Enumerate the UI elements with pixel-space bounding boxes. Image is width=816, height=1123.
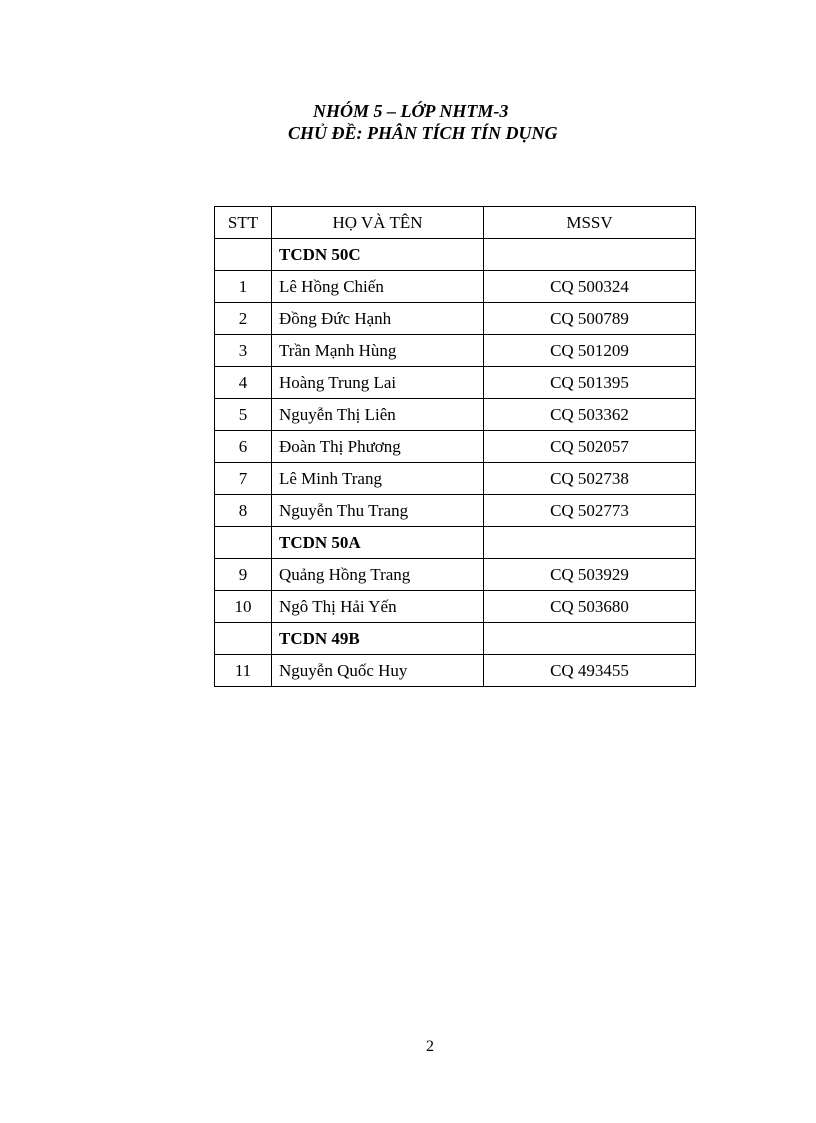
page-number: 2 xyxy=(426,1038,434,1055)
name-cell: Ngô Thị Hải Yến xyxy=(272,591,484,623)
group-name-cell: TCDN 50A xyxy=(272,527,484,559)
student-id-cell xyxy=(484,527,696,559)
table-row xyxy=(215,431,696,463)
stt-cell: 9 xyxy=(215,559,272,591)
student-id-cell: CQ 502773 xyxy=(484,495,696,527)
name-cell: Nguyễn Quốc Huy xyxy=(272,655,484,687)
group-name-cell: TCDN 50C xyxy=(272,239,484,271)
header-student-id: MSSV xyxy=(484,207,696,239)
stt-cell xyxy=(215,623,272,655)
student-id-cell xyxy=(484,239,696,271)
stt-cell: 1 xyxy=(215,271,272,303)
stt-cell: 10 xyxy=(215,591,272,623)
student-table-body xyxy=(215,207,696,687)
group-row xyxy=(215,527,696,559)
student-id-cell: CQ 502057 xyxy=(484,431,696,463)
stt-cell: 3 xyxy=(215,335,272,367)
student-id-cell: CQ 500324 xyxy=(484,271,696,303)
name-cell: Nguyễn Thu Trang xyxy=(272,495,484,527)
header-name: HỌ VÀ TÊN xyxy=(272,207,484,239)
table-row xyxy=(215,271,696,303)
student-id-cell: CQ 503362 xyxy=(484,399,696,431)
name-cell: Lê Hồng Chiến xyxy=(272,271,484,303)
document-subtitle: CHỦ ĐỀ: PHÂN TÍCH TÍN DỤNG xyxy=(288,123,558,143)
student-id-cell xyxy=(484,623,696,655)
table-row xyxy=(215,655,696,687)
table-row xyxy=(215,303,696,335)
header-stt: STT xyxy=(215,207,272,239)
name-cell: Lê Minh Trang xyxy=(272,463,484,495)
stt-cell: 8 xyxy=(215,495,272,527)
table-row xyxy=(215,335,696,367)
stt-cell xyxy=(215,527,272,559)
name-cell: Quảng Hồng Trang xyxy=(272,559,484,591)
student-id-cell: CQ 493455 xyxy=(484,655,696,687)
stt-cell: 5 xyxy=(215,399,272,431)
student-id-cell: CQ 501395 xyxy=(484,367,696,399)
student-id-cell: CQ 502738 xyxy=(484,463,696,495)
name-cell: Hoàng Trung Lai xyxy=(272,367,484,399)
student-table xyxy=(214,206,696,687)
name-cell: Trần Mạnh Hùng xyxy=(272,335,484,367)
group-name-cell: TCDN 49B xyxy=(272,623,484,655)
name-cell: Đồng Đức Hạnh xyxy=(272,303,484,335)
document-title: NHÓM 5 – LỚP NHTM-3 xyxy=(313,101,509,121)
group-row xyxy=(215,239,696,271)
name-cell: Nguyễn Thị Liên xyxy=(272,399,484,431)
stt-cell: 2 xyxy=(215,303,272,335)
table-row xyxy=(215,559,696,591)
student-id-cell: CQ 501209 xyxy=(484,335,696,367)
student-id-cell: CQ 500789 xyxy=(484,303,696,335)
stt-cell: 7 xyxy=(215,463,272,495)
table-row xyxy=(215,495,696,527)
name-cell: Đoàn Thị Phương xyxy=(272,431,484,463)
table-header-row xyxy=(215,207,696,239)
table-row xyxy=(215,399,696,431)
stt-cell: 4 xyxy=(215,367,272,399)
table-row xyxy=(215,591,696,623)
stt-cell: 11 xyxy=(215,655,272,687)
student-id-cell: CQ 503929 xyxy=(484,559,696,591)
stt-cell: 6 xyxy=(215,431,272,463)
table-row xyxy=(215,463,696,495)
group-row xyxy=(215,623,696,655)
student-id-cell: CQ 503680 xyxy=(484,591,696,623)
table-row xyxy=(215,367,696,399)
stt-cell xyxy=(215,239,272,271)
